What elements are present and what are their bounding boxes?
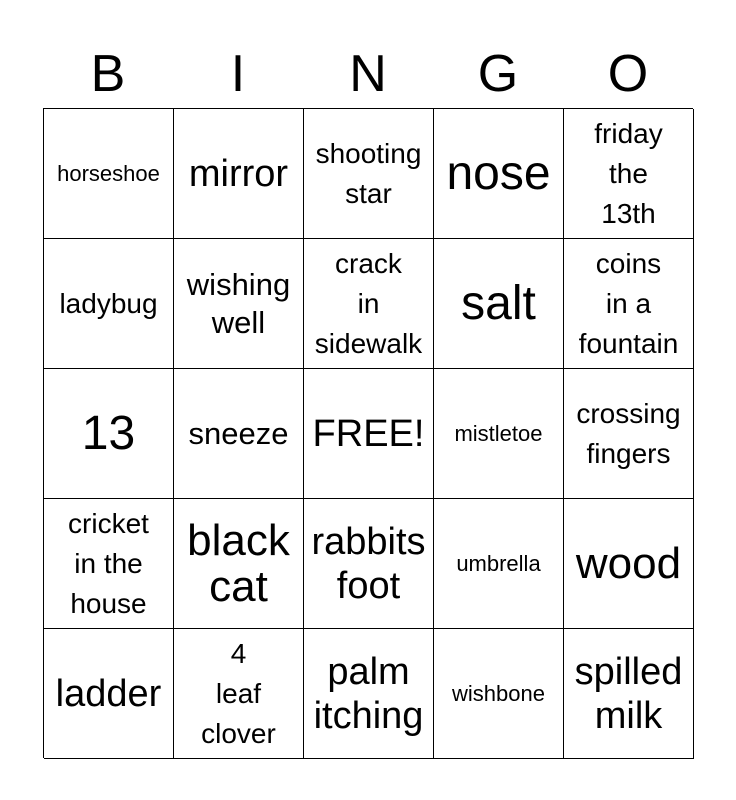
bingo-cell-text: umbrella	[456, 550, 541, 576]
bingo-cell	[44, 499, 174, 629]
bingo-cell	[174, 109, 304, 239]
bingo-cell-text: nose	[446, 146, 551, 200]
bingo-cell-text: crack in sidewalk	[314, 247, 423, 359]
bingo-cell-text: FREE!	[312, 412, 425, 455]
bingo-cell	[434, 239, 564, 369]
bingo-cell	[174, 239, 304, 369]
bingo-cell-text: rabbits foot	[311, 520, 426, 607]
bingo-cell-text: salt	[461, 276, 536, 330]
bingo-cell-text: 4 leaf clover	[201, 637, 276, 749]
bingo-cell	[564, 369, 694, 499]
bingo-cell	[434, 629, 564, 759]
bingo-cell-text: coins in a fountain	[578, 247, 679, 359]
bingo-cell-text: mirror	[188, 152, 289, 195]
bingo-cell-text: spilled milk	[574, 650, 683, 737]
header-letter-o: O	[607, 45, 649, 103]
bingo-cell-text: palm itching	[313, 650, 424, 737]
bingo-cell-text: ladybug	[59, 287, 158, 319]
bingo-cell-text: sneeze	[188, 415, 289, 451]
bingo-cell	[564, 499, 694, 629]
bingo-cell-text: mistletoe	[454, 420, 543, 446]
bingo-cell-text: wishbone	[452, 680, 545, 706]
bingo-cell	[564, 239, 694, 369]
bingo-cell-text: black cat	[187, 515, 290, 611]
bingo-cell-text: ladder	[55, 672, 162, 715]
header-letter-n: N	[349, 45, 387, 103]
bingo-cell	[174, 629, 304, 759]
bingo-cell	[174, 369, 304, 499]
bingo-cell	[304, 109, 434, 239]
bingo-cell	[564, 629, 694, 759]
header-letter-g: G	[477, 45, 519, 103]
bingo-cell-text: 13	[81, 406, 136, 460]
bingo-cell-text: cricket in the house	[68, 507, 149, 619]
bingo-grid	[43, 108, 693, 758]
header-letter-i: I	[230, 45, 246, 103]
bingo-cell-text: friday the 13th	[594, 117, 663, 229]
header-letter-b: B	[90, 45, 126, 103]
bingo-header	[43, 40, 693, 108]
bingo-cell	[304, 369, 434, 499]
bingo-cell	[44, 369, 174, 499]
bingo-cell	[434, 109, 564, 239]
bingo-cell	[434, 499, 564, 629]
bingo-cell-text: wishing well	[186, 266, 291, 340]
bingo-cell-text: horseshoe	[57, 160, 160, 186]
bingo-cell	[304, 499, 434, 629]
bingo-cell	[174, 499, 304, 629]
bingo-cell	[304, 239, 434, 369]
bingo-cell-text: shooting star	[315, 137, 422, 209]
bingo-cell-text: wood	[575, 538, 682, 588]
bingo-cell	[44, 109, 174, 239]
bingo-cell	[434, 369, 564, 499]
bingo-cell	[564, 109, 694, 239]
bingo-cell	[44, 239, 174, 369]
bingo-cell-text: crossing fingers	[576, 397, 681, 469]
bingo-cell	[44, 629, 174, 759]
bingo-cell	[304, 629, 434, 759]
